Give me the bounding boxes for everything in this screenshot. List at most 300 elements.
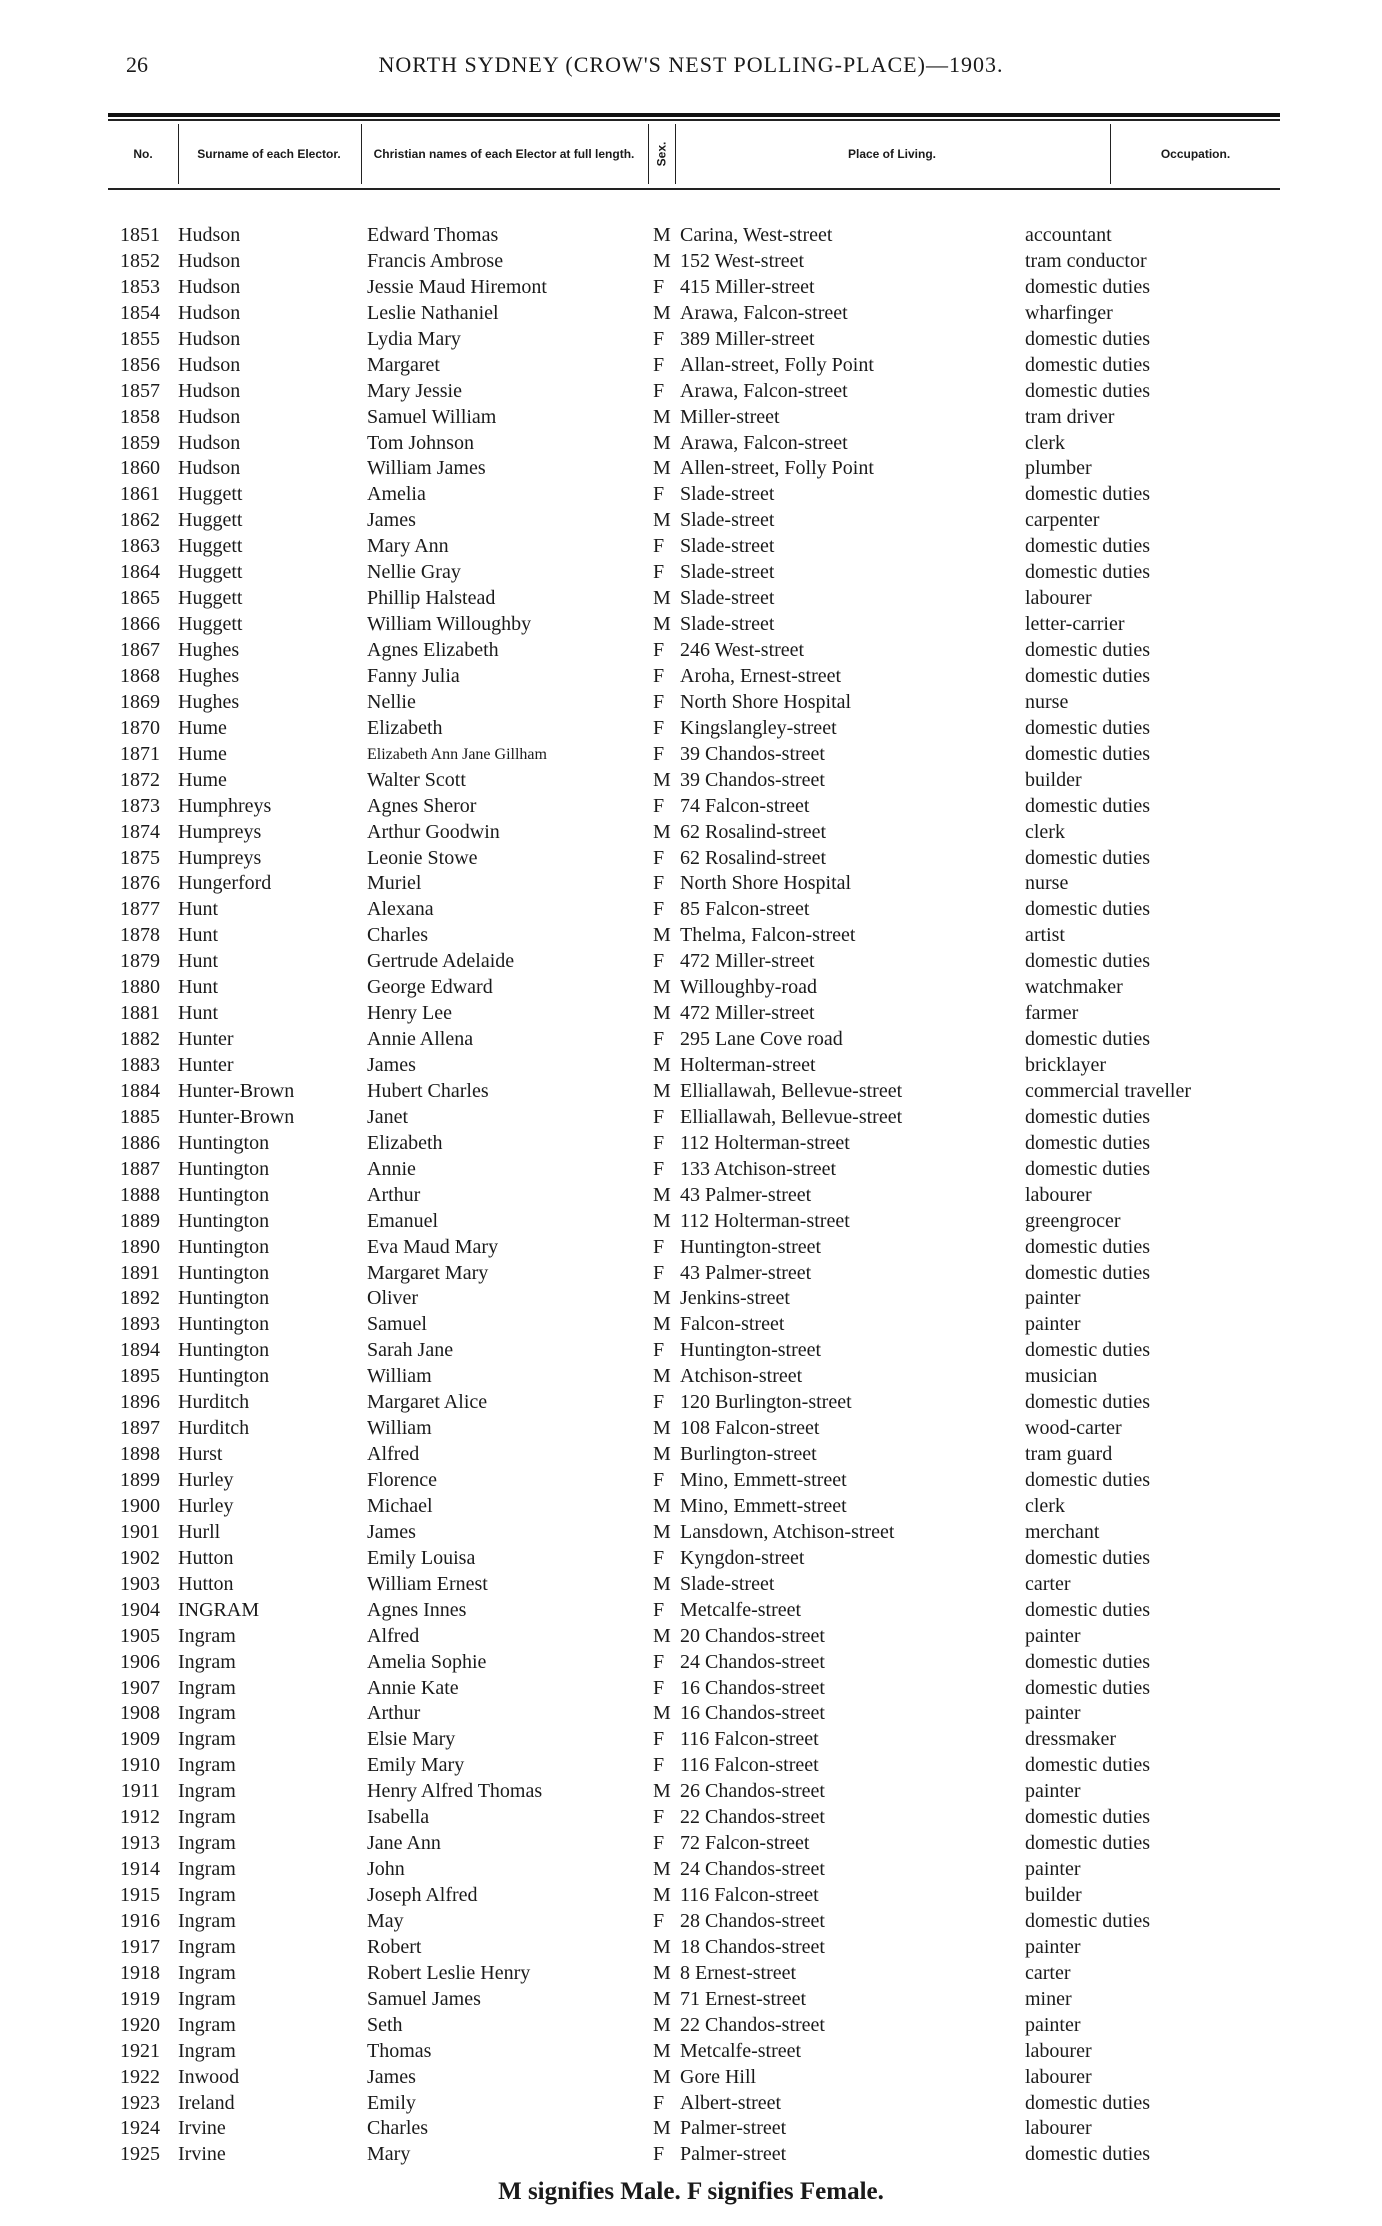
elector-surname: Ireland [178,2091,235,2114]
elector-christian-names: Lydia Mary [367,327,461,350]
elector-occupation: wood-carter [1025,1417,1122,1440]
elector-surname: Hurditch [178,1417,250,1440]
elector-place-of-living: 389 Miller-street [680,327,815,350]
elector-occupation: domestic duties [1025,1339,1150,1362]
elector-place-of-living: Metcalfe-street [680,2039,802,2062]
elector-sex: F [653,794,665,817]
elector-surname: Huggett [178,483,243,506]
elector-christian-names: Samuel [367,1313,427,1336]
elector-sex: F [653,872,665,895]
elector-christian-names: Phillip Halstead [367,587,496,610]
elector-christian-names: Alexana [367,898,434,921]
elector-row [0,846,1382,872]
elector-surname: Ingram [178,1858,236,1881]
elector-row [0,1779,1382,1805]
elector-number: 1872 [120,768,160,791]
elector-surname: Hudson [178,301,241,324]
elector-christian-names: William Ernest [367,1572,488,1595]
elector-number: 1908 [120,1702,160,1725]
elector-surname: Huntington [178,1287,270,1310]
elector-christian-names: Agnes Innes [367,1598,467,1621]
elector-surname: Hurley [178,1494,234,1517]
elector-place-of-living: 246 West-street [680,639,805,661]
elector-surname: Hunt [178,950,218,973]
elector-occupation: domestic duties [1025,353,1150,376]
elector-occupation: painter [1025,1935,1081,1958]
elector-christian-names: Mary [367,2143,411,2166]
elector-christian-names: Leslie Nathaniel [367,301,499,324]
elector-surname: Hutton [178,1546,234,1569]
elector-sex: F [653,535,665,558]
elector-sex: M [653,820,671,843]
elector-surname: Hutton [178,1572,234,1595]
elector-row [0,1909,1382,1935]
elector-place-of-living: Miller-street [680,405,780,428]
elector-place-of-living: North Shore Hospital [680,872,852,895]
elector-row [0,1286,1382,1312]
elector-row [0,379,1382,405]
elector-number: 1924 [120,2117,160,2140]
elector-christian-names: Emily [367,2091,416,2114]
elector-number: 1920 [120,2013,160,2036]
elector-number: 1882 [120,1028,160,1051]
elector-christian-names: Margaret Alice [367,1391,488,1414]
elector-occupation: plumber [1025,457,1092,480]
elector-place-of-living: Mino, Emmett-street [680,1494,847,1517]
elector-christian-names: Amelia [367,483,426,506]
elector-number: 1866 [120,613,160,636]
elector-place-of-living: Elliallawah, Bellevue-street [680,1105,903,1128]
elector-occupation: musician [1025,1365,1098,1388]
elector-row [0,327,1382,353]
elector-surname: Ingram [178,1832,236,1855]
elector-place-of-living: Huntington-street [680,1339,822,1362]
elector-row [0,690,1382,716]
elector-occupation: domestic duties [1025,716,1150,739]
elector-christian-names: Henry Alfred Thomas [367,1780,543,1803]
elector-number: 1862 [120,509,160,532]
elector-sex: F [653,483,665,506]
elector-row [0,664,1382,690]
elector-sex: M [653,2039,671,2062]
elector-occupation: tram driver [1025,405,1115,428]
elector-occupation: domestic duties [1025,535,1150,558]
elector-number: 1875 [120,846,160,869]
elector-occupation: domestic duties [1025,379,1150,402]
elector-christian-names: Arthur [367,1702,421,1725]
elector-row [0,975,1382,1001]
elector-christian-names: Leonie Stowe [367,846,478,869]
elector-christian-names: Samuel William [367,405,497,428]
elector-row [0,275,1382,301]
elector-sex: M [653,405,671,428]
elector-christian-names: Emanuel [367,1209,439,1232]
elector-christian-names: Charles [367,924,429,947]
elector-christian-names: Thomas [367,2039,432,2062]
elector-row [0,1416,1382,1442]
elector-place-of-living: 22 Chandos-street [680,1806,825,1829]
elector-place-of-living: 43 Palmer-street [680,1183,812,1206]
elector-number: 1913 [120,1832,160,1855]
elector-occupation: merchant [1025,1520,1100,1543]
elector-occupation: carter [1025,1961,1071,1984]
elector-row [0,1857,1382,1883]
elector-place-of-living: Falcon-street [680,1313,785,1336]
elector-surname: Hudson [178,249,241,272]
elector-row [0,1235,1382,1261]
elector-place-of-living: 116 Falcon-street [680,1754,819,1777]
elector-place-of-living: Slade-street [680,483,775,506]
elector-place-of-living: 8 Ernest-street [680,1961,797,1984]
elector-sex: F [653,742,665,765]
elector-occupation: domestic duties [1025,1909,1150,1932]
elector-occupation: labourer [1025,1183,1092,1206]
elector-number: 1888 [120,1183,160,1206]
elector-surname: Huntington [178,1313,270,1336]
elector-place-of-living: 28 Chandos-street [680,1909,825,1932]
elector-place-of-living: 43 Palmer-street [680,1261,812,1284]
elector-place-of-living: 62 Rosalind-street [680,820,827,843]
elector-sex: M [653,431,671,454]
elector-sex: F [653,1754,665,1777]
elector-surname: Huntington [178,1131,270,1154]
elector-surname: Ingram [178,1780,236,1803]
elector-christian-names: William [367,1417,432,1440]
elector-surname: Hume [178,768,227,791]
elector-occupation: domestic duties [1025,1105,1150,1128]
elector-place-of-living: Kingslangley-street [680,716,837,739]
elector-number: 1899 [120,1469,160,1491]
elector-number: 1923 [120,2091,160,2114]
elector-occupation: miner [1025,1987,1072,2010]
elector-surname: Hunter-Brown [178,1105,295,1128]
column-headers [108,118,1280,190]
elector-number: 1861 [120,483,160,506]
elector-surname: Humphreys [178,794,272,817]
elector-row [0,1598,1382,1624]
elector-number: 1851 [120,224,160,246]
elector-place-of-living: 120 Burlington-street [680,1391,852,1414]
elector-sex: M [653,1520,671,1543]
elector-christian-names: Eva Maud Mary [367,1235,499,1258]
elector-sex: M [653,1702,671,1725]
elector-place-of-living: Slade-street [680,587,775,610]
column-header-christian-names: Christian names of each Elector at full length. [373,147,635,161]
elector-sex: F [653,1391,665,1414]
elector-place-of-living: 24 Chandos-street [680,1650,825,1673]
elector-sex: M [653,1313,671,1336]
elector-row [0,2142,1382,2168]
elector-occupation: builder [1025,768,1082,791]
elector-christian-names: William James [367,457,486,480]
elector-occupation: domestic duties [1025,561,1150,584]
elector-row [0,1676,1382,1702]
elector-row [0,1650,1382,1676]
elector-christian-names: Robert [367,1935,422,1958]
elector-occupation: farmer [1025,1002,1079,1025]
elector-occupation: builder [1025,1884,1082,1906]
elector-row [0,1494,1382,1520]
elector-number: 1884 [120,1079,160,1102]
elector-occupation: commercial traveller [1025,1079,1192,1102]
elector-surname: Huggett [178,613,243,636]
elector-place-of-living: Lansdown, Atchison-street [680,1520,895,1543]
elector-row [0,1520,1382,1546]
elector-number: 1918 [120,1961,160,1984]
elector-christian-names: Jane Ann [367,1832,441,1855]
elector-occupation: domestic duties [1025,1546,1150,1569]
elector-surname: Ingram [178,1728,236,1751]
elector-place-of-living: 133 Atchison-street [680,1157,837,1180]
column-header-sex [649,118,674,190]
elector-occupation: domestic duties [1025,742,1150,765]
elector-surname: Hudson [178,379,241,402]
header-rule-top [108,113,1280,117]
elector-christian-names: Elizabeth Ann Jane Gillham [367,745,547,763]
elector-row [0,2065,1382,2091]
elector-number: 1877 [120,898,160,921]
elector-row [0,534,1382,560]
elector-row [0,820,1382,846]
elector-sex: F [653,379,665,402]
elector-surname: Ingram [178,1987,236,2010]
elector-place-of-living: 472 Miller-street [680,1002,815,1025]
elector-christian-names: James [367,2065,416,2088]
elector-place-of-living: 116 Falcon-street [680,1884,819,1906]
elector-surname: Hudson [178,405,241,428]
column-header-place: Place of Living. [847,147,937,161]
elector-surname: Ingram [178,1961,236,1984]
elector-christian-names: Agnes Elizabeth [367,639,499,661]
elector-occupation: painter [1025,1858,1081,1881]
elector-number: 1916 [120,1909,160,1932]
elector-number: 1867 [120,639,160,661]
elector-occupation: nurse [1025,690,1069,713]
elector-row [0,1261,1382,1287]
elector-number: 1853 [120,275,160,298]
elector-christian-names: Annie Kate [367,1676,459,1699]
elector-sex: M [653,613,671,636]
elector-christian-names: Margaret [367,353,440,376]
elector-christian-names: Michael [367,1494,433,1517]
elector-number: 1904 [120,1598,160,1621]
elector-sex: M [653,457,671,480]
page-header [0,48,1382,88]
elector-occupation: labourer [1025,587,1092,610]
elector-sex: F [653,1806,665,1829]
elector-number: 1905 [120,1624,160,1647]
elector-surname: INGRAM [178,1598,260,1621]
elector-surname: Hunt [178,898,218,921]
elector-number: 1857 [120,379,160,402]
elector-surname: Huggett [178,535,243,558]
elector-place-of-living: Jenkins-street [680,1287,790,1310]
elector-row [0,456,1382,482]
elector-sex: M [653,509,671,532]
elector-place-of-living: Slade-street [680,561,775,584]
elector-surname: Hunter [178,1028,234,1051]
elector-surname: Humpreys [178,846,262,869]
elector-sex: M [653,1079,671,1102]
elector-sex: M [653,1209,671,1232]
elector-surname: Irvine [178,2117,226,2140]
elector-surname: Hughes [178,639,240,661]
elector-place-of-living: 39 Chandos-street [680,742,825,765]
elector-place-of-living: 18 Chandos-street [680,1935,825,1958]
elector-place-of-living: 72 Falcon-street [680,1832,810,1855]
elector-occupation: labourer [1025,2117,1092,2140]
elector-occupation: labourer [1025,2065,1092,2088]
elector-number: 1907 [120,1676,160,1699]
elector-place-of-living: Arawa, Falcon-street [680,431,848,454]
elector-number: 1871 [120,742,160,765]
elector-number: 1878 [120,924,160,947]
elector-surname: Irvine [178,2143,226,2166]
elector-occupation: greengrocer [1025,1209,1121,1232]
elector-row [0,1727,1382,1753]
elector-number: 1911 [120,1780,160,1803]
elector-occupation: painter [1025,2013,1081,2036]
elector-surname: Huntington [178,1339,270,1362]
elector-occupation: domestic duties [1025,2143,1150,2166]
elector-christian-names: Florence [367,1469,437,1491]
elector-sex: M [653,976,671,999]
elector-occupation: accountant [1025,224,1112,246]
elector-number: 1906 [120,1650,160,1673]
elector-christian-names: Seth [367,2013,403,2036]
elector-place-of-living: Slade-street [680,613,775,636]
elector-sex: M [653,1494,671,1517]
elector-occupation: painter [1025,1780,1081,1803]
column-header-no: No. [133,147,153,161]
elector-sex: M [653,1961,671,1984]
elector-sex: M [653,1572,671,1595]
elector-number: 1901 [120,1520,160,1543]
elector-surname: Huggett [178,509,243,532]
elector-place-of-living: 24 Chandos-street [680,1858,825,1881]
column-header-occupation: Occupation. [1160,147,1231,161]
elector-sex: M [653,2117,671,2140]
elector-surname: Huntington [178,1261,270,1284]
elector-number: 1891 [120,1261,160,1284]
elector-place-of-living: 116 Falcon-street [680,1728,819,1751]
elector-number: 1868 [120,664,160,687]
elector-row [0,742,1382,768]
elector-surname: Hunt [178,924,218,947]
elector-number: 1890 [120,1235,160,1258]
elector-row [0,1546,1382,1572]
elector-christian-names: Robert Leslie Henry [367,1961,531,1984]
elector-number: 1869 [120,690,160,713]
elector-surname: Hurley [178,1469,234,1491]
elector-number: 1873 [120,794,160,817]
elector-sex: M [653,1884,671,1906]
elector-number: 1912 [120,1806,160,1829]
elector-place-of-living: 71 Ernest-street [680,1987,807,2010]
elector-christian-names: Oliver [367,1287,419,1310]
elector-surname: Huntington [178,1183,270,1206]
elector-number: 1858 [120,405,160,428]
elector-number: 1909 [120,1728,160,1751]
elector-place-of-living: Thelma, Falcon-street [680,924,856,947]
elector-row [0,1961,1382,1987]
elector-christian-names: Mary Jessie [367,379,462,402]
elector-occupation: domestic duties [1025,1028,1150,1051]
elector-occupation: dressmaker [1025,1728,1117,1751]
elector-sex: M [653,1365,671,1388]
elector-surname: Hughes [178,690,240,713]
elector-place-of-living: 16 Chandos-street [680,1702,825,1725]
elector-row [0,1338,1382,1364]
elector-number: 1874 [120,820,160,843]
elector-row [0,223,1382,249]
elector-christian-names: Nellie [367,690,416,713]
elector-christian-names: Francis Ambrose [367,249,504,272]
elector-sex: F [653,639,665,661]
elector-surname: Ingram [178,1650,236,1673]
elector-christian-names: Sarah Jane [367,1339,454,1362]
elector-occupation: clerk [1025,820,1065,843]
elector-row [0,508,1382,534]
page-number: 26 [126,52,148,77]
elector-sex: F [653,1157,665,1180]
elector-place-of-living: Slade-street [680,509,775,532]
elector-sex: F [653,1131,665,1154]
elector-christian-names: James [367,509,416,532]
elector-place-of-living: Allen-street, Folly Point [680,457,874,480]
elector-number: 1859 [120,431,160,454]
elector-christian-names: William [367,1365,432,1388]
elector-sex: F [653,690,665,713]
elector-number: 1919 [120,1987,160,2010]
elector-sex: F [653,1235,665,1258]
elector-place-of-living: 39 Chandos-street [680,768,825,791]
elector-surname: Huggett [178,587,243,610]
elector-christian-names: Elsie Mary [367,1728,456,1751]
elector-occupation: labourer [1025,2039,1092,2062]
elector-surname: Inwood [178,2065,240,2088]
elector-christian-names: Samuel James [367,1987,481,2010]
elector-place-of-living: 20 Chandos-street [680,1624,825,1647]
elector-number: 1914 [120,1858,160,1881]
elector-occupation: domestic duties [1025,639,1150,661]
elector-sex: M [653,249,671,272]
elector-sex: M [653,1183,671,1206]
elector-surname: Hudson [178,353,241,376]
elector-occupation: domestic duties [1025,1261,1150,1284]
elector-christian-names: James [367,1520,416,1543]
elector-occupation: domestic duties [1025,1676,1150,1699]
elector-number: 1852 [120,249,160,272]
elector-occupation: domestic duties [1025,275,1150,298]
elector-sex: F [653,664,665,687]
elector-sex: M [653,1987,671,2010]
elector-occupation: bricklayer [1025,1054,1107,1076]
elector-place-of-living: Aroha, Ernest-street [680,664,842,687]
elector-sex: M [653,301,671,324]
elector-number: 1855 [120,327,160,350]
elector-occupation: domestic duties [1025,2091,1150,2114]
elector-sex: F [653,1105,665,1128]
elector-christian-names: Walter Scott [367,768,466,791]
elector-sex: M [653,224,671,246]
elector-occupation: painter [1025,1313,1081,1336]
elector-sex: F [653,1598,665,1621]
elector-christian-names: Emily Louisa [367,1546,476,1569]
elector-row [0,2091,1382,2117]
elector-occupation: artist [1025,924,1065,947]
elector-surname: Hunt [178,1002,218,1025]
